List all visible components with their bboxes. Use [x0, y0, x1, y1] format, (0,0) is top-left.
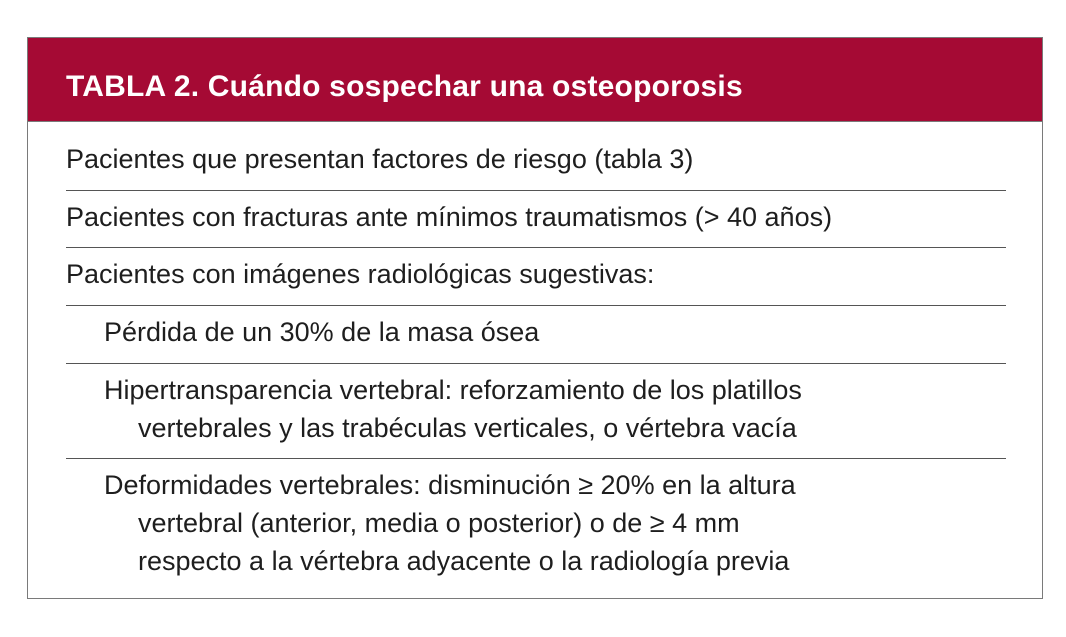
row-line: vertebral (anterior, media o posterior) o de ≥ 4 mm: [138, 508, 740, 538]
row-text: [66, 198, 832, 236]
row-line: Pacientes con imágenes radiológicas sugestivas:: [66, 259, 655, 289]
table-row: [66, 248, 1006, 306]
table-box: [27, 37, 1043, 599]
row-line: Pacientes con fracturas ante mínimos traumatismos (> 40 años): [66, 202, 833, 232]
table-row: [66, 191, 1006, 248]
table-row: [66, 364, 1006, 459]
table-header: [28, 38, 1042, 122]
row-text: [104, 466, 796, 580]
row-text: [66, 255, 654, 293]
row-text: [104, 313, 539, 351]
row-line: respecto a la vértebra adyacente o la radiología previa: [138, 546, 790, 576]
table-row: [66, 122, 1006, 191]
row-text: [104, 371, 802, 447]
row-line: Pérdida de un 30% de la masa ósea: [104, 317, 540, 347]
table-row: [66, 459, 1006, 599]
row-line: Hipertransparencia vertebral: reforzamiento de los platillos: [104, 375, 802, 405]
table-title: TABLA 2. Cuándo sospechar una osteoporosis: [66, 70, 743, 103]
row-line: Pacientes que presentan factores de riesgo (tabla 3): [66, 144, 694, 174]
row-line: vertebrales y las trabéculas verticales, o vértebra vacía: [138, 413, 797, 443]
row-line: Deformidades vertebrales: disminución ≥ 20% en la altura: [104, 470, 796, 500]
table-row: [66, 306, 1006, 364]
row-text: [66, 140, 693, 178]
